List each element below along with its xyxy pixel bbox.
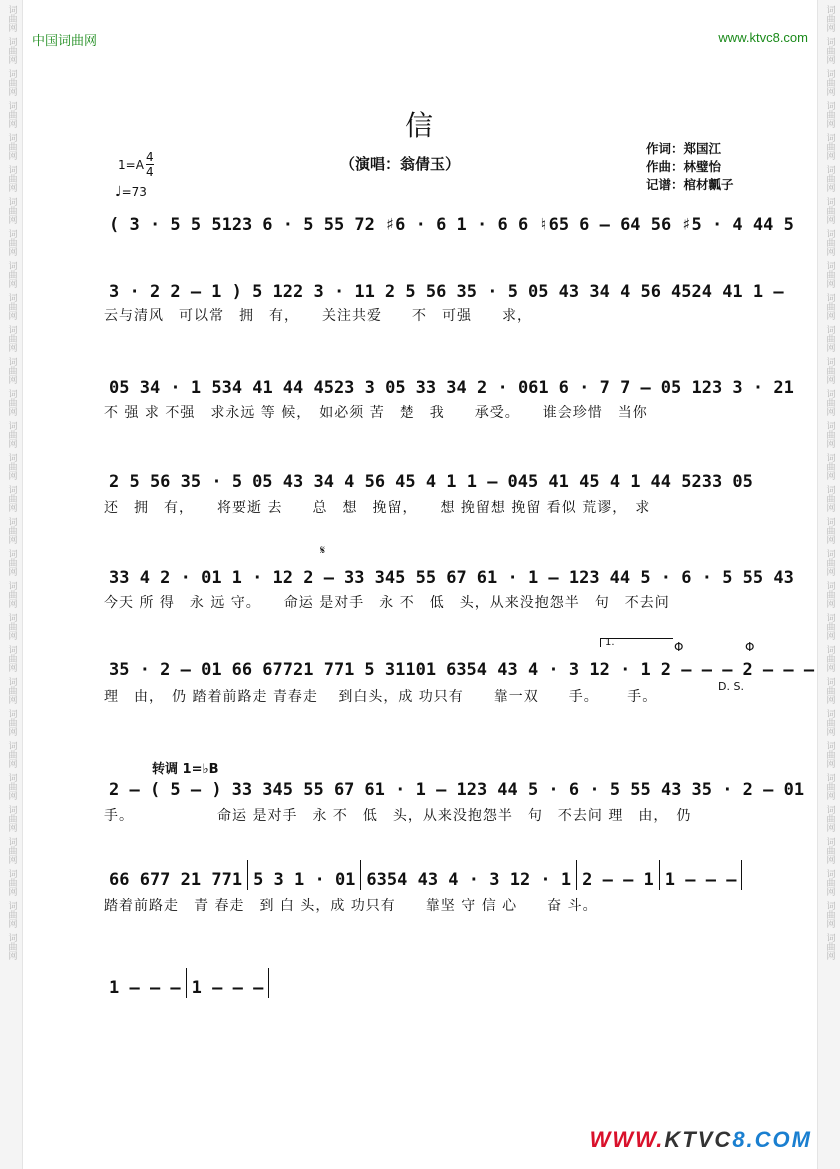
meter-top: 4	[146, 150, 154, 164]
measure: 2 5 56 35 · 5	[384, 282, 518, 302]
lyricist-credit: 作词：郑国江	[646, 141, 722, 156]
watermark-text: 词曲网	[6, 869, 17, 896]
site-name-link[interactable]: 中国词曲网	[32, 33, 98, 48]
watermark-text: 词曲网	[6, 805, 17, 832]
watermark-text: 词曲网	[824, 933, 835, 960]
watermark-text: 词曲网	[6, 837, 17, 864]
composer-credit: 作曲：林璧怡	[646, 159, 722, 174]
volta-label: 1.	[605, 637, 615, 648]
measure: ♯6 · 6 1 · 6 6 ♮65	[384, 215, 570, 235]
measure: 1 – – –	[109, 978, 181, 998]
quarter-note-icon: ♩	[115, 184, 122, 200]
measure: 6 · 7 7 –	[558, 378, 651, 398]
watermark-text: 词曲网	[824, 773, 835, 800]
watermark-text: 词曲网	[6, 357, 17, 384]
watermark-text: 词曲网	[824, 517, 835, 544]
measure: 33 345 55 67	[231, 780, 355, 800]
key-signature: 1=A	[118, 158, 144, 172]
measure: 4524 41 1 –	[671, 282, 784, 302]
site-logo	[590, 1127, 812, 1153]
watermark-text: 词曲网	[824, 261, 835, 288]
singer-credit: （演唱：翁倩玉）	[340, 155, 461, 173]
watermark-text: 词曲网	[6, 741, 17, 768]
measure: 61 · 1 – 123	[476, 568, 600, 588]
measure: 1 – – –	[191, 978, 264, 998]
measure: 44 4523 3 05	[282, 378, 406, 398]
measure: 6 · 5 55 72	[262, 215, 375, 235]
measure: 35 · 2 – 01	[109, 660, 222, 680]
tempo-marking	[115, 184, 147, 200]
left-watermark-strip	[0, 0, 23, 1169]
watermark-text: 词曲网	[6, 933, 17, 960]
watermark-text: 词曲网	[824, 613, 835, 640]
measure: 45 4 1 1 –	[395, 472, 498, 492]
lyric-line: 今天 所 得 永 远 守。 命运 是对手 永 不 低 头，从来没抱怨半 句 不去问	[104, 595, 670, 611]
watermark-text: 词曲网	[824, 357, 835, 384]
logo-part-ktvc: KTVC	[664, 1127, 733, 1152]
measure: 05 34 · 1 534 41	[109, 378, 273, 398]
watermark-text: 词曲网	[824, 645, 835, 672]
watermark-text: 词曲网	[824, 581, 835, 608]
measure: ( 3 · 5 5 5123	[109, 215, 253, 235]
coda-icon: Φ	[674, 640, 684, 654]
watermark-text: 词曲网	[824, 229, 835, 256]
measure: 66 677 21 771	[109, 870, 243, 890]
watermark-text: 词曲网	[824, 325, 835, 352]
watermark-text: 词曲网	[6, 389, 17, 416]
watermark-text: 词曲网	[824, 453, 835, 480]
notation-line	[104, 272, 784, 302]
watermark-text: 词曲网	[6, 37, 17, 64]
watermark-text: 词曲网	[824, 901, 835, 928]
lyric-line: 理 由， 仍 踏着前路走 青春走 到白头，成 功只有 靠一双 手。 手。	[104, 689, 658, 705]
watermark-text: 词曲网	[6, 325, 17, 352]
measure: 1 · 12 2 –	[231, 568, 334, 588]
measure: 05 123 3 · 21	[660, 378, 794, 398]
measure: 2 – – 1	[582, 870, 654, 890]
song-title: 信	[404, 109, 435, 142]
watermark-text: 词曲网	[6, 261, 17, 288]
watermark-text: 词曲网	[6, 421, 17, 448]
lyric-line: 还 拥 有， 将要逝 去 总 想 挽留， 想 挽留想 挽留 看似 荒谬， 求	[104, 500, 651, 516]
measure: 44 5 · 6 · 5 55 43	[609, 568, 794, 588]
logo-part-com: 8.COM	[732, 1127, 812, 1152]
measure: 6 – 64 56	[579, 215, 672, 235]
notation-line	[104, 650, 815, 680]
watermark-text: 词曲网	[6, 773, 17, 800]
site-url-link[interactable]: www.ktvc8.com	[718, 30, 808, 45]
measure: 33 4 2 · 01	[109, 568, 222, 588]
lyric-line: 手。 命运 是对手 永 不 低 头，从来没抱怨半 句 不去问 理 由， 仍	[104, 808, 692, 824]
logo-part-www: WWW.	[589, 1127, 665, 1152]
measure: 05 43 34 4 56	[252, 472, 386, 492]
notation-line	[104, 558, 794, 588]
measure: 045 41 45 4 1	[507, 472, 641, 492]
barline	[268, 968, 269, 998]
measure: 2 – – –	[660, 660, 733, 680]
measure: 2 5 56 35 · 5	[109, 472, 243, 492]
measure: 66 67721 771	[231, 660, 355, 680]
lyric-line: 云与清风 可以常 拥 有， 关注共爱 不 可强 求，	[104, 308, 532, 324]
watermark-text: 词曲网	[824, 165, 835, 192]
watermark-text: 词曲网	[824, 837, 835, 864]
watermark-text: 词曲网	[824, 549, 835, 576]
measure: 1 ) 5 122 3 · 11	[211, 282, 375, 302]
watermark-text: 词曲网	[6, 5, 17, 32]
segno-icon: 𝄋	[320, 543, 326, 557]
measure: 33 345 55 67	[343, 568, 467, 588]
measure: 44 5 · 6 · 5 55 43	[497, 780, 682, 800]
tempo-value: =73	[121, 185, 147, 199]
watermark-text: 词曲网	[6, 101, 17, 128]
watermark-text: 词曲网	[6, 293, 17, 320]
watermark-text: 词曲网	[824, 805, 835, 832]
watermark-text: 词曲网	[824, 133, 835, 160]
modulation-marking: 转调 1=♭B	[152, 762, 219, 777]
watermark-text: 词曲网	[824, 709, 835, 736]
watermark-text: 词曲网	[6, 517, 17, 544]
right-watermark-strip	[817, 0, 840, 1169]
measure: 5 3 1 · 01	[253, 870, 356, 890]
lyric-line: 踏着前路走 青 春走 到 白 头，成 功只有 靠坚 守 信 心 奋 斗。	[104, 898, 598, 914]
measure: 1 – – –	[664, 870, 737, 890]
measure: 44 5233 05	[650, 472, 753, 492]
measure: 33 34 2 · 061	[415, 378, 549, 398]
watermark-text: 词曲网	[824, 869, 835, 896]
watermark-text: 词曲网	[824, 421, 835, 448]
watermark-text: 词曲网	[6, 485, 17, 512]
watermark-text: 词曲网	[824, 677, 835, 704]
ds-marking: D. S.	[718, 680, 744, 693]
meter-bottom: 4	[146, 165, 154, 179]
watermark-text: 词曲网	[6, 549, 17, 576]
watermark-text: 词曲网	[824, 101, 835, 128]
coda-icon-end: Φ	[745, 640, 755, 654]
measure: 35 · 2 – 01	[691, 780, 805, 800]
watermark-text: 词曲网	[6, 197, 17, 224]
notation-line	[104, 368, 794, 398]
watermark-text: 词曲网	[824, 5, 835, 32]
notation-line	[104, 770, 805, 800]
watermark-text: 词曲网	[6, 69, 17, 96]
watermark-text: 词曲网	[6, 645, 17, 672]
watermark-text: 词曲网	[824, 485, 835, 512]
measure: 6354 43 4 · 3 12 · 1	[366, 870, 572, 890]
measure: 2 – ( 5 – )	[109, 780, 222, 800]
watermark-text: 词曲网	[6, 677, 17, 704]
notation-line	[104, 462, 754, 492]
watermark-text: 词曲网	[6, 581, 17, 608]
watermark-text: 词曲网	[824, 389, 835, 416]
watermark-text: 词曲网	[824, 37, 835, 64]
transcriber-credit: 记谱：棺材瓤子	[646, 177, 734, 192]
watermark-text: 词曲网	[824, 69, 835, 96]
watermark-text: 词曲网	[6, 709, 17, 736]
watermark-text: 词曲网	[6, 165, 17, 192]
lyric-line: 不 强 求 不强 求永远 等 候， 如必须 苦 楚 我 承受。 谁会珍惜 当你	[104, 405, 648, 421]
watermark-text: 词曲网	[6, 453, 17, 480]
watermark-text: 词曲网	[6, 901, 17, 928]
watermark-text: 词曲网	[824, 293, 835, 320]
watermark-text: 词曲网	[6, 133, 17, 160]
watermark-text: 词曲网	[6, 613, 17, 640]
measure: 05 43 34 4 56	[527, 282, 662, 302]
watermark-text: 词曲网	[824, 741, 835, 768]
measure: 3 · 2 2 –	[109, 282, 202, 302]
measure: 5 31101	[364, 660, 437, 680]
time-signature	[146, 150, 154, 179]
measure: 2 – – –	[742, 660, 815, 680]
watermark-text: 词曲网	[824, 197, 835, 224]
measure: 61 · 1 – 123	[364, 780, 488, 800]
watermark-text: 词曲网	[6, 229, 17, 256]
notation-line	[104, 205, 794, 235]
measure: ♯5 · 4 44 5	[681, 215, 794, 235]
notation-line	[104, 860, 754, 890]
notation-line	[104, 968, 754, 998]
measure: 6354 43 4 · 3 12 · 1	[446, 660, 651, 680]
credits-block	[646, 140, 734, 194]
barline	[741, 860, 742, 890]
volta-bracket	[600, 638, 673, 647]
